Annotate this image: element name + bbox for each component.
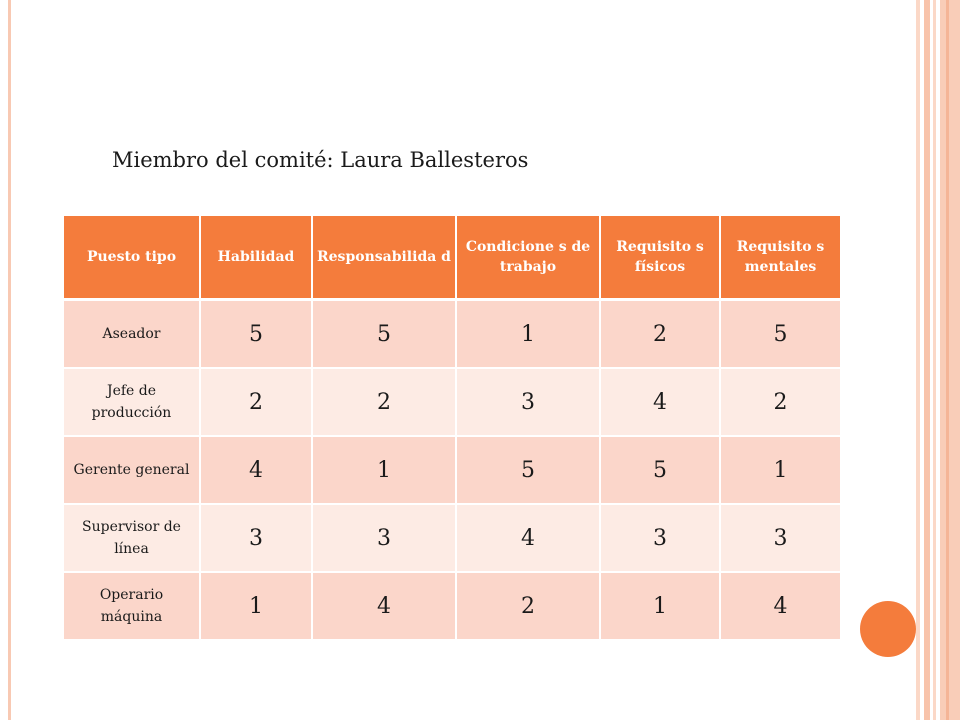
table-cell: 3 [720, 504, 840, 572]
slide-frame-stripe [924, 0, 930, 720]
evaluation-table [64, 216, 840, 641]
column-header-responsabilidad: Responsabilida d [312, 216, 456, 300]
decorative-circle [860, 601, 916, 657]
column-header-requisitos-mentales: Requisito s mentales [720, 216, 840, 300]
table-row [64, 436, 840, 504]
table-cell: 4 [600, 368, 720, 436]
table-row [64, 572, 840, 640]
table-cell: 2 [456, 572, 600, 640]
row-label: Gerente general [64, 436, 200, 504]
table-cell: 3 [456, 368, 600, 436]
table-cell: 1 [600, 572, 720, 640]
table-row [64, 300, 840, 369]
table-cell: 3 [312, 504, 456, 572]
table-cell: 5 [312, 300, 456, 369]
row-label: Jefe de producción [64, 368, 200, 436]
table-cell: 1 [720, 436, 840, 504]
table-cell: 4 [456, 504, 600, 572]
column-header-requisitos-fisicos: Requisito s físicos [600, 216, 720, 300]
table-cell: 4 [200, 436, 312, 504]
table-cell: 5 [720, 300, 840, 369]
table-cell: 5 [456, 436, 600, 504]
slide-title: Miembro del comité: Laura Ballesteros [112, 148, 529, 172]
table-cell: 5 [600, 436, 720, 504]
table-header-row [64, 216, 840, 300]
table-cell: 1 [456, 300, 600, 369]
table-cell: 1 [312, 436, 456, 504]
table-cell: 2 [720, 368, 840, 436]
column-header-habilidad: Habilidad [200, 216, 312, 300]
table-cell: 1 [200, 572, 312, 640]
row-label: Supervisor de línea [64, 504, 200, 572]
table-cell: 5 [200, 300, 312, 369]
table-cell: 4 [312, 572, 456, 640]
column-header-condiciones: Condicione s de trabajo [456, 216, 600, 300]
slide-frame-stripe [933, 0, 936, 720]
table-cell: 4 [720, 572, 840, 640]
table-row [64, 504, 840, 572]
table-cell: 2 [200, 368, 312, 436]
column-header-puesto: Puesto tipo [64, 216, 200, 300]
slide-frame-stripe [940, 0, 960, 720]
table-cell: 2 [312, 368, 456, 436]
table-cell: 3 [200, 504, 312, 572]
slide-frame-stripe [916, 0, 920, 720]
row-label: Aseador [64, 300, 200, 369]
row-label: Operario máquina [64, 572, 200, 640]
slide-frame-stripe [946, 0, 949, 720]
table-cell: 2 [600, 300, 720, 369]
table-cell: 3 [600, 504, 720, 572]
table-row [64, 368, 840, 436]
slide-frame-left [8, 0, 11, 720]
